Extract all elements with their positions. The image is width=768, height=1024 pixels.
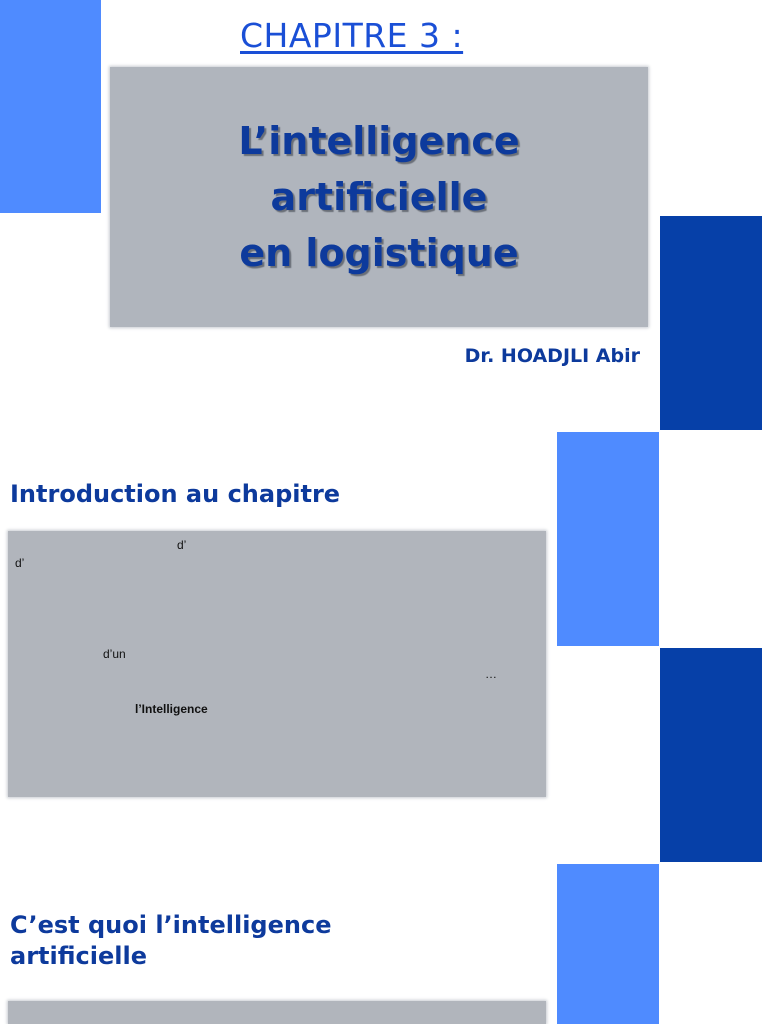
decor-block-light-right-1 <box>557 432 659 646</box>
text-fragment: … <box>485 667 497 681</box>
introduction-content-box <box>8 531 546 797</box>
text-fragment-bold: l’Intelligence <box>135 702 208 716</box>
section-heading-definition <box>10 910 331 972</box>
chapter-label: CHAPITRE 3 : <box>240 16 464 55</box>
decor-block-light-right-2 <box>557 864 659 1024</box>
decor-block-dark-right-2 <box>660 648 762 862</box>
section-heading-line-2: artificielle <box>10 942 147 970</box>
decor-block-light-top-left <box>0 0 101 213</box>
definition-content-box <box>8 1001 546 1024</box>
text-fragment: d’ <box>177 538 187 552</box>
text-fragment: d’un <box>103 647 126 661</box>
section-heading-introduction: Introduction au chapitre <box>10 480 341 508</box>
title-line-3: en logistique <box>239 231 519 275</box>
text-fragment: d’ <box>15 556 25 570</box>
decor-block-dark-right-1 <box>660 216 762 430</box>
title-line-1: L’intelligence <box>238 119 520 163</box>
title-box <box>110 67 648 327</box>
title-line-2: artificielle <box>270 175 488 219</box>
author-name: Dr. HOADJLI Abir <box>464 345 640 367</box>
section-heading-line-1: C’est quoi l’intelligence <box>10 911 332 939</box>
